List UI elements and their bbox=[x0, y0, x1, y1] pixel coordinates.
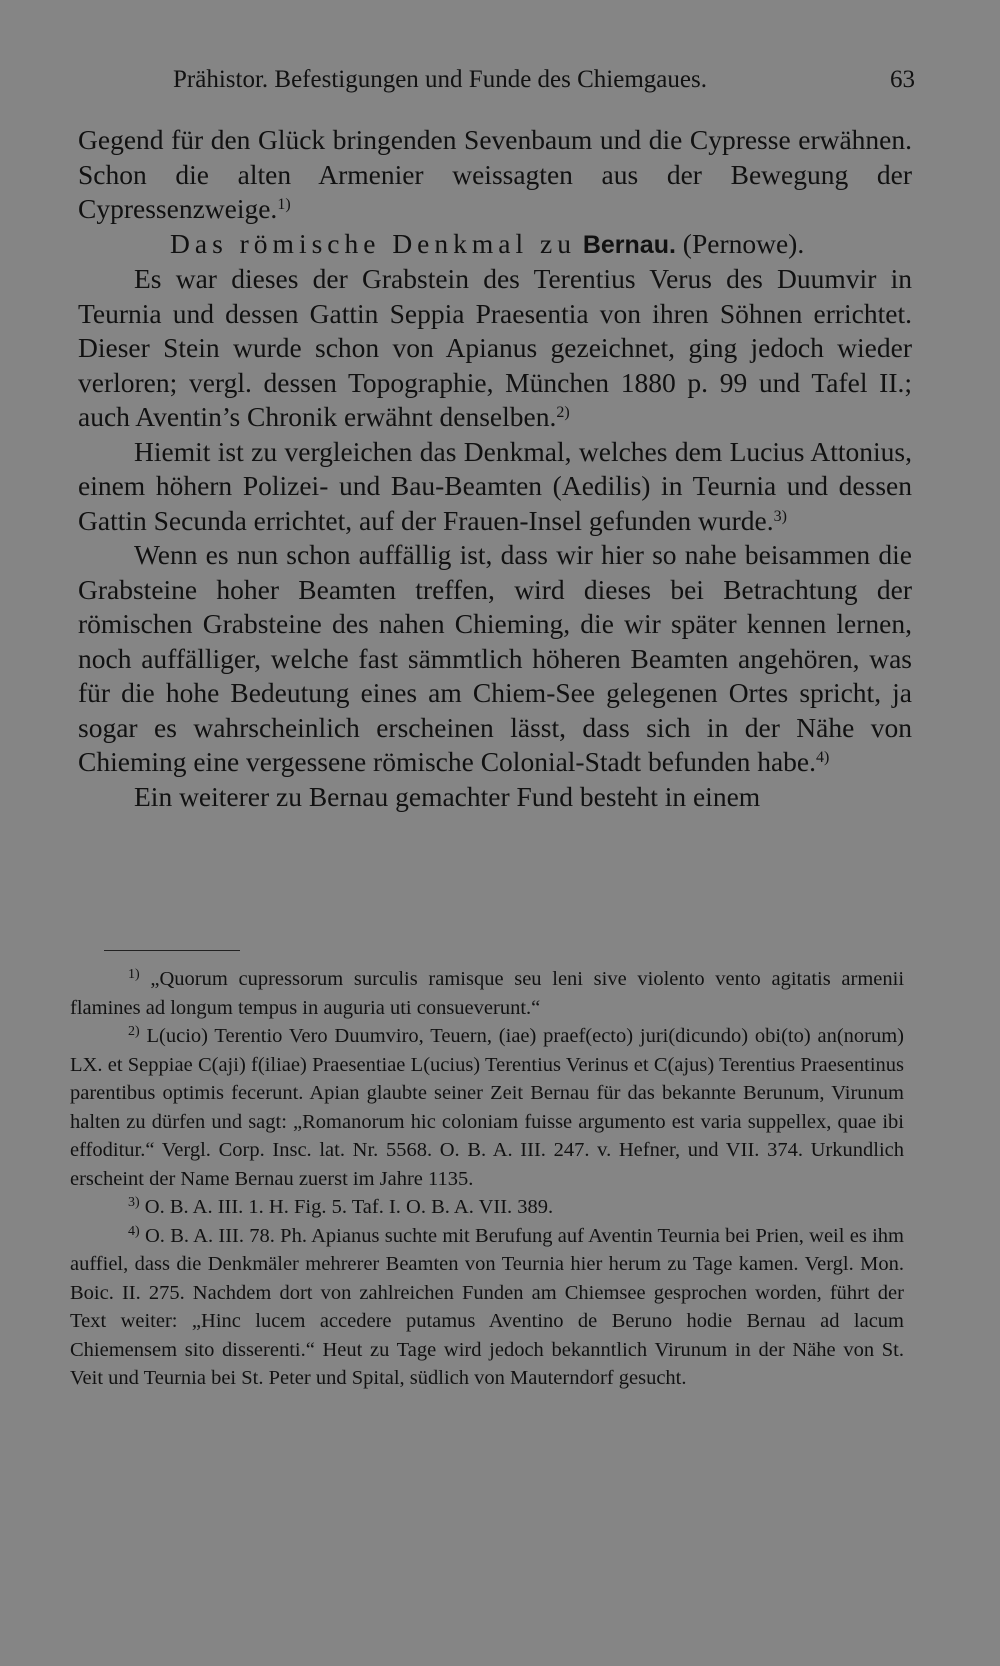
footnote-1 bbox=[70, 965, 904, 1022]
footnote-1-marker: 1) bbox=[128, 967, 140, 982]
footnote-2-marker: 2) bbox=[128, 1024, 140, 1039]
footnote-separator bbox=[104, 950, 240, 951]
footnote-1-text: „Quorum cupressorum surculis ramisque seu leni sive violento vento agitatis armenii flamines ad longum tempus in auguria uti consueverunt.“ bbox=[70, 968, 905, 1019]
footnote-ref-2: 2) bbox=[556, 404, 570, 421]
paragraph-4 bbox=[78, 538, 912, 780]
paragraph-2-text: Es war dieses der Grabstein des Terentius Verus des Duumvir in Teurnia und dessen Gattin Seppia Praesentia von ihren Söhnen errichtet. Dieser Stein wurde schon von Apianus gezeichnet, ging jedoch wieder verloren; vergl. dessen Topographie, München 1880 p. 99 und Tafel II.; auch Aventin’s Chronik erwähnt denselben. bbox=[78, 263, 912, 432]
paragraph-1-text: Gegend für den Glück bringenden Sevenbaum und die Cypresse erwähnen. Schon die alten Armenier weissagten aus der Bewegung der Cypressenzweige. bbox=[78, 124, 912, 224]
section-heading bbox=[78, 227, 912, 263]
footnote-2 bbox=[70, 1022, 904, 1193]
running-title: Prähistor. Befestigungen und Funde des Chiemgaues. bbox=[173, 66, 707, 93]
paragraph-3 bbox=[78, 435, 912, 539]
paragraph-1 bbox=[78, 123, 912, 227]
section-heading-spaced: Das römische Denkmal zu bbox=[170, 227, 576, 259]
footnote-4-marker: 4) bbox=[128, 1223, 140, 1239]
section-heading-place: Bernau. bbox=[582, 230, 676, 259]
footnote-3-text: O. B. A. III. 1. H. Fig. 5. Taf. I. O. B. A. VII. 389. bbox=[144, 1196, 554, 1218]
paragraph-2 bbox=[78, 262, 912, 435]
footnotes bbox=[70, 965, 904, 1393]
paragraph-5-text: Ein weiterer zu Bernau gemachter Fund besteht in einem bbox=[134, 780, 761, 812]
footnote-ref-4: 4) bbox=[815, 749, 830, 766]
footnote-2-text: L(ucio) Terentio Vero Duumviro, Teuern, (iae) praef(ecto) juri(dicundo) obi(to) an(norum) LX. et Seppiae C(aji) f(iliae) Praesentiae L(ucius) Terentius Verinus et C(ajus) Terentius Praesentinus parentibus optimis fecerunt. Apian glaubte seiner Zeit Bernau für das bekannte Berunum, Virunum halten zu dürfen und sagt: „Romanorum hic coloniam fuisse argumento est varia suppellex, quae ibi effoditur.“ Vergl. Corp. Insc. lat. Nr. 5568. O. B. A. III. 247. v. Hefner, und VII. 374. Urkundlich erscheint der Name Bernau zuerst im Jahre 1135. bbox=[70, 1025, 905, 1190]
footnote-4 bbox=[70, 1222, 904, 1393]
footnote-ref-1: 1) bbox=[277, 196, 291, 213]
paragraph-4-text: Wenn es nun schon auffällig ist, dass wir hier so nahe beisammen die Grabsteine hoher Beamten treffen, wird dieses bei Betrachtung der römischen Grabsteine des nahen Chieming, die wir später kennen lernen, noch auffälliger, welche fast sämmtlich höheren Beamten angehören, was für die hohe Bedeutung eines am Chiem-See gelegenen Ortes spricht, ja sogar es wahrscheinlich erscheinen lässt, dass sich in der Nähe von Chieming eine vergessene römische Colonial-Stadt befunden habe. bbox=[78, 539, 912, 777]
page-number: 63 bbox=[890, 66, 915, 93]
section-heading-rest: (Pernowe). bbox=[682, 227, 805, 259]
page-header bbox=[173, 60, 915, 100]
footnote-3-marker: 3) bbox=[128, 1195, 140, 1210]
paragraph-5 bbox=[78, 780, 912, 815]
paragraph-3-text: Hiemit ist zu vergleichen das Denkmal, welches dem Lucius Attonius, einem höhern Polizei- und Bau-Beamten (Aedilis) in Teurnia und dessen Gattin Secunda errichtet, auf der Frauen-Insel gefunden wurde. bbox=[78, 435, 912, 536]
footnote-4-text: O. B. A. III. 78. Ph. Apianus suchte mit Berufung auf Aventin Teurnia bei Prien, weil es ihm auffiel, dass die Denkmäler mehrerer Beamten von Teurnia hier herum zu Tage kamen. Vergl. Mon. Boic. II. 275. Nachdem dort von zahlreichen Funden am Chiemsee gesprochen worden, führt der Text weiter: „Hinc lucem accedere putamus Aventino de Beruno hodie Bernau ad lacum Chiemensem sito disserenti.“ Heut zu Tage wird jedoch bekanntlich Virunum in der Nähe von St. Veit und Teurnia bei St. Peter und Spital, südlich von Mauterndorf gesucht. bbox=[70, 1224, 904, 1389]
main-text bbox=[78, 123, 912, 814]
footnote-ref-3: 3) bbox=[773, 507, 787, 525]
footnote-3 bbox=[70, 1193, 904, 1222]
